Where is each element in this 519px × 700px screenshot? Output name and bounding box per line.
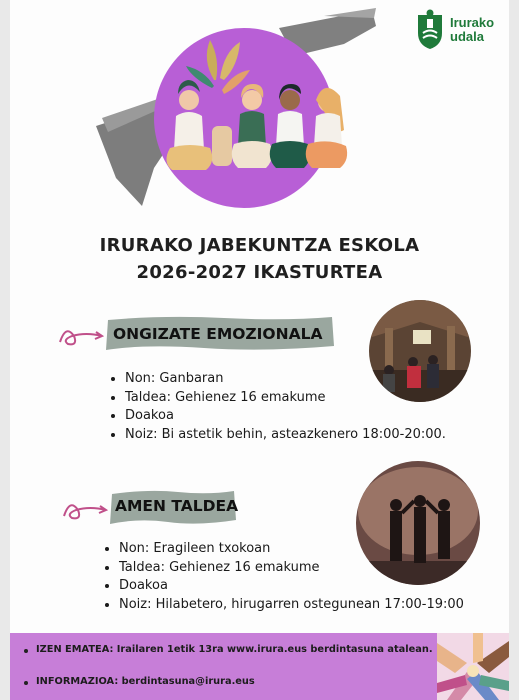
hero-illustration <box>94 8 384 223</box>
list-item: • Noiz: Bi astetik behin, asteazkenero 18:00-20:00. <box>125 426 446 445</box>
bullet-dot <box>24 649 28 653</box>
list-item: • Non: Ganbaran <box>125 370 446 389</box>
hands-illustration <box>437 633 509 700</box>
contact-info: INFORMAZIOA: berdintasuna@irura.eus <box>36 676 255 687</box>
list-item: • Noiz: Hilabetero, hirugarren ostegunean 17:00-19:00 <box>119 596 464 615</box>
page-margin-right <box>509 0 519 700</box>
section-title-amen: AMEN TALDEA <box>115 497 239 515</box>
swirl-arrow-icon <box>58 320 104 350</box>
section-title-ongizate: ONGIZATE EMOZIONALA <box>113 325 323 343</box>
list-item: • Non: Eragileen txokoan <box>119 540 464 559</box>
swirl-arrow-icon <box>62 494 108 524</box>
logo-line1: Irurako <box>450 15 495 30</box>
crest-icon <box>414 9 446 51</box>
registration-info: IZEN EMATEA: Irailaren 1etik 13ra www.irura.eus berdintasuna atalean. <box>36 644 433 655</box>
footer-banner <box>10 633 437 700</box>
page-subtitle: 2026-2027 IKASTURTEA <box>136 262 383 283</box>
page-title: IRURAKO JABEKUNTZA ESKOLA <box>99 235 420 256</box>
page-margin-left <box>0 0 10 700</box>
list-item: • Taldea: Gehienez 16 emakume <box>125 389 446 408</box>
bullet-dot <box>24 681 28 685</box>
list-item: • Taldea: Gehienez 16 emakume <box>119 559 464 578</box>
room-photo <box>369 300 471 402</box>
silhouette-photo <box>356 461 480 585</box>
list-item: • Doakoa <box>119 577 464 596</box>
irura-logo <box>414 5 509 55</box>
list-item: • Doakoa <box>125 407 446 426</box>
logo-line2: udala <box>450 29 484 44</box>
